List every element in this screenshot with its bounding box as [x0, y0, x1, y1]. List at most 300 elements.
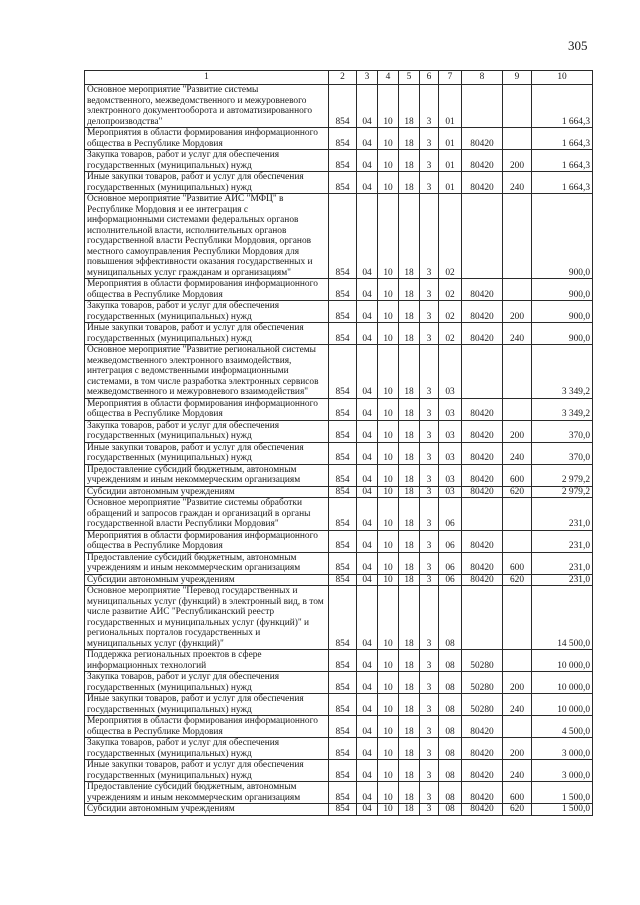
program-code: 18 [399, 85, 420, 128]
ministry-code: 854 [329, 804, 357, 816]
ministry-code: 854 [329, 398, 357, 420]
subprogram-code: 3 [420, 650, 439, 672]
table-row [85, 672, 593, 694]
table-row [85, 694, 593, 716]
program-code: 18 [399, 128, 420, 150]
row-title: Мероприятия в области формирования информационного общества в Республике Мордовия [85, 716, 329, 738]
direction-code [462, 85, 503, 128]
direction-code: 80420 [462, 574, 503, 586]
program-code: 18 [399, 672, 420, 694]
direction-code: 80420 [462, 486, 503, 498]
section-code: 04 [357, 345, 378, 399]
direction-code: 80420 [462, 150, 503, 172]
section-code: 04 [357, 486, 378, 498]
amount: 1 664,3 [532, 128, 593, 150]
event-code: 01 [439, 172, 462, 194]
section-code: 04 [357, 128, 378, 150]
direction-code [462, 498, 503, 531]
section-code: 04 [357, 420, 378, 442]
row-title: Мероприятия в области формирования информационного общества в Республике Мордовия [85, 128, 329, 150]
row-title: Предоставление субсидий бюджетным, автономным учреждениям и иным некоммерческим организациям [85, 464, 329, 486]
row-title: Основное мероприятие "Развитие системы обработки обращений и запросов граждан и организаций в органы государственной власти Республики Мордовия" [85, 498, 329, 531]
ministry-code: 854 [329, 150, 357, 172]
subsection-code: 10 [378, 586, 399, 650]
subprogram-code: 3 [420, 586, 439, 650]
table-row [85, 442, 593, 464]
table-row [85, 650, 593, 672]
row-title: Иные закупки товаров, работ и услуг для обеспечения государственных (муниципальных) нужд [85, 442, 329, 464]
direction-code: 80420 [462, 420, 503, 442]
subsection-code: 10 [378, 804, 399, 816]
column-header: 10 [532, 71, 593, 85]
subsection-code: 10 [378, 464, 399, 486]
event-code: 03 [439, 398, 462, 420]
amount: 3 000,0 [532, 738, 593, 760]
program-code: 18 [399, 498, 420, 531]
event-code: 08 [439, 760, 462, 782]
section-code: 04 [357, 552, 378, 574]
amount: 2 979,2 [532, 486, 593, 498]
table-row [85, 760, 593, 782]
column-header: 2 [329, 71, 357, 85]
subsection-code: 10 [378, 486, 399, 498]
direction-code: 80420 [462, 442, 503, 464]
subsection-code: 10 [378, 530, 399, 552]
expense-type-code: 200 [503, 150, 532, 172]
subprogram-code: 3 [420, 694, 439, 716]
subsection-code: 10 [378, 498, 399, 531]
ministry-code: 854 [329, 782, 357, 804]
ministry-code: 854 [329, 738, 357, 760]
subsection-code: 10 [378, 345, 399, 399]
expense-type-code: 240 [503, 760, 532, 782]
program-code: 18 [399, 172, 420, 194]
ministry-code: 854 [329, 530, 357, 552]
subprogram-code: 3 [420, 486, 439, 498]
amount: 10 000,0 [532, 694, 593, 716]
subsection-code: 10 [378, 420, 399, 442]
row-title: Иные закупки товаров, работ и услуг для обеспечения государственных (муниципальных) нужд [85, 694, 329, 716]
amount: 3 000,0 [532, 760, 593, 782]
amount: 370,0 [532, 420, 593, 442]
table-row [85, 498, 593, 531]
event-code: 02 [439, 194, 462, 279]
ministry-code: 854 [329, 716, 357, 738]
event-code: 01 [439, 150, 462, 172]
section-code: 04 [357, 150, 378, 172]
section-code: 04 [357, 442, 378, 464]
subprogram-code: 3 [420, 738, 439, 760]
column-header: 5 [399, 71, 420, 85]
direction-code: 50280 [462, 694, 503, 716]
table-row [85, 738, 593, 760]
section-code: 04 [357, 694, 378, 716]
direction-code [462, 194, 503, 279]
expense-type-code [503, 194, 532, 279]
section-code: 04 [357, 530, 378, 552]
table-row [85, 279, 593, 301]
subprogram-code: 3 [420, 194, 439, 279]
subprogram-code: 3 [420, 760, 439, 782]
event-code: 06 [439, 552, 462, 574]
expense-type-code [503, 650, 532, 672]
subsection-code: 10 [378, 279, 399, 301]
ministry-code: 854 [329, 498, 357, 531]
direction-code [462, 586, 503, 650]
row-title: Закупка товаров, работ и услуг для обеспечения государственных (муниципальных) нужд [85, 420, 329, 442]
table-row [85, 804, 593, 816]
amount: 900,0 [532, 323, 593, 345]
subprogram-code: 3 [420, 128, 439, 150]
row-title: Мероприятия в области формирования информационного общества в Республике Мордовия [85, 279, 329, 301]
direction-code: 80420 [462, 279, 503, 301]
expense-type-code: 620 [503, 804, 532, 816]
subprogram-code: 3 [420, 420, 439, 442]
subsection-code: 10 [378, 301, 399, 323]
ministry-code: 854 [329, 464, 357, 486]
direction-code: 80420 [462, 738, 503, 760]
table-row [85, 301, 593, 323]
expense-type-code [503, 498, 532, 531]
ministry-code: 854 [329, 552, 357, 574]
expense-type-code: 240 [503, 694, 532, 716]
ministry-code: 854 [329, 279, 357, 301]
direction-code: 80420 [462, 301, 503, 323]
row-title: Основное мероприятие "Развитие системы ведомственного, межведомственного и межуровневого электронного документооборота и автоматизированного делопроизводства" [85, 85, 329, 128]
section-code: 04 [357, 716, 378, 738]
expense-type-code: 620 [503, 486, 532, 498]
program-code: 18 [399, 552, 420, 574]
row-title: Закупка товаров, работ и услуг для обеспечения государственных (муниципальных) нужд [85, 301, 329, 323]
row-title: Поддержка региональных проектов в сфере информационных технологий [85, 650, 329, 672]
direction-code: 80420 [462, 530, 503, 552]
expense-type-code: 600 [503, 464, 532, 486]
expense-type-code: 240 [503, 442, 532, 464]
table-row [85, 172, 593, 194]
section-code: 04 [357, 586, 378, 650]
event-code: 08 [439, 804, 462, 816]
table-row [85, 574, 593, 586]
section-code: 04 [357, 760, 378, 782]
ministry-code: 854 [329, 586, 357, 650]
section-code: 04 [357, 498, 378, 531]
expense-type-code [503, 279, 532, 301]
subsection-code: 10 [378, 716, 399, 738]
row-title: Иные закупки товаров, работ и услуг для обеспечения государственных (муниципальных) нужд [85, 172, 329, 194]
amount: 10 000,0 [532, 650, 593, 672]
section-code: 04 [357, 301, 378, 323]
amount: 900,0 [532, 279, 593, 301]
event-code: 03 [439, 464, 462, 486]
amount: 14 500,0 [532, 586, 593, 650]
event-code: 03 [439, 345, 462, 399]
event-code: 08 [439, 738, 462, 760]
column-header: 3 [357, 71, 378, 85]
row-title: Основное мероприятие "Перевод государственных и муниципальных услуг (функций) в электронный вид, в том числе развитие АИС "Республиканский реестр государственных и муниципальных услуг (функций)" и региональных порталов государственных и муниципальных услуг (функций)" [85, 586, 329, 650]
table-row [85, 398, 593, 420]
direction-code: 80420 [462, 716, 503, 738]
program-code: 18 [399, 486, 420, 498]
subprogram-code: 3 [420, 345, 439, 399]
section-code: 04 [357, 738, 378, 760]
amount: 1 664,3 [532, 172, 593, 194]
row-title: Закупка товаров, работ и услуг для обеспечения государственных (муниципальных) нужд [85, 672, 329, 694]
subsection-code: 10 [378, 85, 399, 128]
section-code: 04 [357, 279, 378, 301]
row-title: Иные закупки товаров, работ и услуг для обеспечения государственных (муниципальных) нужд [85, 760, 329, 782]
table-row [85, 128, 593, 150]
expense-type-code [503, 345, 532, 399]
event-code: 08 [439, 694, 462, 716]
subsection-code: 10 [378, 552, 399, 574]
amount: 4 500,0 [532, 716, 593, 738]
subprogram-code: 3 [420, 716, 439, 738]
ministry-code: 854 [329, 420, 357, 442]
event-code: 03 [439, 486, 462, 498]
amount: 3 349,2 [532, 398, 593, 420]
table-row [85, 464, 593, 486]
expense-type-code: 200 [503, 301, 532, 323]
subsection-code: 10 [378, 442, 399, 464]
direction-code: 80420 [462, 128, 503, 150]
table-row [85, 586, 593, 650]
column-header: 7 [439, 71, 462, 85]
subprogram-code: 3 [420, 323, 439, 345]
direction-code: 50280 [462, 672, 503, 694]
program-code: 18 [399, 420, 420, 442]
program-code: 18 [399, 650, 420, 672]
program-code: 18 [399, 694, 420, 716]
event-code: 03 [439, 420, 462, 442]
table-row [85, 194, 593, 279]
amount: 1 500,0 [532, 804, 593, 816]
direction-code: 50280 [462, 650, 503, 672]
table-row [85, 530, 593, 552]
table-row [85, 323, 593, 345]
section-code: 04 [357, 804, 378, 816]
event-code: 02 [439, 279, 462, 301]
subsection-code: 10 [378, 738, 399, 760]
column-header: 8 [462, 71, 503, 85]
subsection-code: 10 [378, 574, 399, 586]
ministry-code: 854 [329, 345, 357, 399]
subsection-code: 10 [378, 782, 399, 804]
amount: 2 979,2 [532, 464, 593, 486]
row-title: Мероприятия в области формирования информационного общества в Республике Мордовия [85, 398, 329, 420]
subprogram-code: 3 [420, 279, 439, 301]
ministry-code: 854 [329, 323, 357, 345]
subsection-code: 10 [378, 650, 399, 672]
event-code: 08 [439, 650, 462, 672]
subsection-code: 10 [378, 672, 399, 694]
table-header-row [85, 71, 593, 85]
subsection-code: 10 [378, 694, 399, 716]
row-title: Основное мероприятие "Развитие АИС "МФЦ" в Республике Мордовия и ее интеграция с информационными системами федеральных органов исполнительной власти, исполнительных органов государственной власти Республики Мордовия, органов местного самоуправления Республики Мордовия для повышения эффективности оказания государственных и муниципальных услуг гражданам и организациям" [85, 194, 329, 279]
program-code: 18 [399, 398, 420, 420]
ministry-code: 854 [329, 760, 357, 782]
amount: 231,0 [532, 530, 593, 552]
budget-table [84, 70, 593, 816]
page-number: 305 [568, 38, 588, 53]
amount: 231,0 [532, 498, 593, 531]
subprogram-code: 3 [420, 301, 439, 323]
direction-code: 80420 [462, 760, 503, 782]
section-code: 04 [357, 672, 378, 694]
subprogram-code: 3 [420, 442, 439, 464]
program-code: 18 [399, 804, 420, 816]
ministry-code: 854 [329, 172, 357, 194]
amount: 1 664,3 [532, 85, 593, 128]
table-row [85, 716, 593, 738]
row-title: Закупка товаров, работ и услуг для обеспечения государственных (муниципальных) нужд [85, 738, 329, 760]
column-header: 9 [503, 71, 532, 85]
expense-type-code [503, 716, 532, 738]
program-code: 18 [399, 782, 420, 804]
event-code: 08 [439, 782, 462, 804]
direction-code: 80420 [462, 552, 503, 574]
table-row [85, 345, 593, 399]
amount: 231,0 [532, 574, 593, 586]
ministry-code: 854 [329, 128, 357, 150]
expense-type-code: 200 [503, 420, 532, 442]
amount: 900,0 [532, 194, 593, 279]
expense-type-code [503, 586, 532, 650]
column-header: 4 [378, 71, 399, 85]
row-title: Субсидии автономным учреждениям [85, 574, 329, 586]
amount: 370,0 [532, 442, 593, 464]
amount: 1 500,0 [532, 782, 593, 804]
section-code: 04 [357, 398, 378, 420]
row-title: Предоставление субсидий бюджетным, автономным учреждениям и иным некоммерческим организациям [85, 782, 329, 804]
column-header: 6 [420, 71, 439, 85]
expense-type-code [503, 85, 532, 128]
expense-type-code [503, 530, 532, 552]
amount: 3 349,2 [532, 345, 593, 399]
ministry-code: 854 [329, 194, 357, 279]
direction-code: 80420 [462, 323, 503, 345]
section-code: 04 [357, 194, 378, 279]
amount: 900,0 [532, 301, 593, 323]
ministry-code: 854 [329, 650, 357, 672]
subsection-code: 10 [378, 323, 399, 345]
row-title: Основное мероприятие "Развитие региональной системы межведомственного электронного взаимодействия, интеграция с ведомственными информационными системами, в том числе разработка электронных сервисов межведомственного и межуровневого взаимодействия" [85, 345, 329, 399]
expense-type-code: 240 [503, 323, 532, 345]
row-title: Предоставление субсидий бюджетным, автономным учреждениям и иным некоммерческим организациям [85, 552, 329, 574]
direction-code: 80420 [462, 464, 503, 486]
expense-type-code: 200 [503, 738, 532, 760]
program-code: 18 [399, 301, 420, 323]
program-code: 18 [399, 279, 420, 301]
column-header: 1 [85, 71, 329, 85]
table-body [85, 85, 593, 816]
expense-type-code [503, 398, 532, 420]
ministry-code: 854 [329, 486, 357, 498]
program-code: 18 [399, 442, 420, 464]
section-code: 04 [357, 85, 378, 128]
direction-code: 80420 [462, 398, 503, 420]
program-code: 18 [399, 760, 420, 782]
subsection-code: 10 [378, 194, 399, 279]
subprogram-code: 3 [420, 552, 439, 574]
event-code: 08 [439, 672, 462, 694]
expense-type-code: 600 [503, 552, 532, 574]
section-code: 04 [357, 464, 378, 486]
expense-type-code [503, 128, 532, 150]
table-row [85, 552, 593, 574]
subprogram-code: 3 [420, 782, 439, 804]
subprogram-code: 3 [420, 150, 439, 172]
program-code: 18 [399, 738, 420, 760]
event-code: 03 [439, 442, 462, 464]
row-title: Закупка товаров, работ и услуг для обеспечения государственных (муниципальных) нужд [85, 150, 329, 172]
row-title: Мероприятия в области формирования информационного общества в Республике Мордовия [85, 530, 329, 552]
event-code: 02 [439, 323, 462, 345]
subprogram-code: 3 [420, 498, 439, 531]
amount: 10 000,0 [532, 672, 593, 694]
program-code: 18 [399, 530, 420, 552]
ministry-code: 854 [329, 694, 357, 716]
ministry-code: 854 [329, 574, 357, 586]
subprogram-code: 3 [420, 804, 439, 816]
amount: 1 664,3 [532, 150, 593, 172]
subprogram-code: 3 [420, 85, 439, 128]
direction-code: 80420 [462, 172, 503, 194]
amount: 231,0 [532, 552, 593, 574]
ministry-code: 854 [329, 442, 357, 464]
event-code: 08 [439, 586, 462, 650]
event-code: 06 [439, 530, 462, 552]
table-row [85, 150, 593, 172]
program-code: 18 [399, 150, 420, 172]
event-code: 02 [439, 301, 462, 323]
subprogram-code: 3 [420, 464, 439, 486]
table-row [85, 486, 593, 498]
row-title: Субсидии автономным учреждениям [85, 804, 329, 816]
event-code: 06 [439, 574, 462, 586]
ministry-code: 854 [329, 85, 357, 128]
subprogram-code: 3 [420, 574, 439, 586]
table-row [85, 420, 593, 442]
subsection-code: 10 [378, 760, 399, 782]
program-code: 18 [399, 194, 420, 279]
subsection-code: 10 [378, 150, 399, 172]
row-title: Иные закупки товаров, работ и услуг для обеспечения государственных (муниципальных) нужд [85, 323, 329, 345]
subprogram-code: 3 [420, 398, 439, 420]
section-code: 04 [357, 574, 378, 586]
program-code: 18 [399, 586, 420, 650]
table-row [85, 85, 593, 128]
program-code: 18 [399, 345, 420, 399]
program-code: 18 [399, 574, 420, 586]
program-code: 18 [399, 464, 420, 486]
program-code: 18 [399, 323, 420, 345]
expense-type-code: 200 [503, 672, 532, 694]
direction-code: 80420 [462, 782, 503, 804]
program-code: 18 [399, 716, 420, 738]
expense-type-code: 240 [503, 172, 532, 194]
subprogram-code: 3 [420, 672, 439, 694]
subprogram-code: 3 [420, 172, 439, 194]
subprogram-code: 3 [420, 530, 439, 552]
event-code: 08 [439, 716, 462, 738]
direction-code [462, 345, 503, 399]
ministry-code: 854 [329, 672, 357, 694]
direction-code: 80420 [462, 804, 503, 816]
section-code: 04 [357, 323, 378, 345]
section-code: 04 [357, 650, 378, 672]
event-code: 06 [439, 498, 462, 531]
subsection-code: 10 [378, 398, 399, 420]
